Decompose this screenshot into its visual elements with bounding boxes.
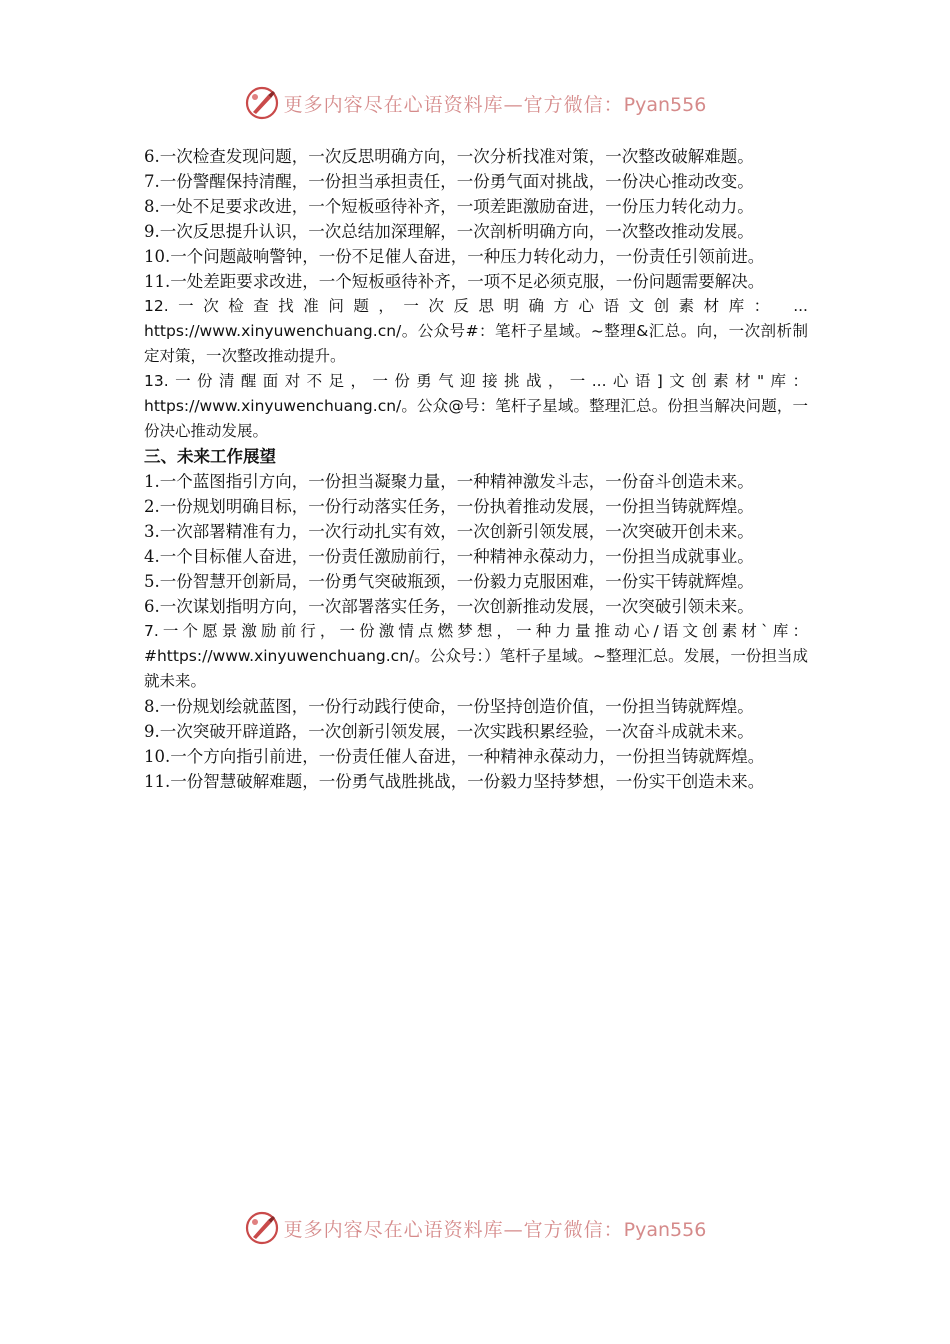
list-item: 5.一份智慧开创新局，一份勇气突破瓶颈，一份毅力克服困难，一份实干铸就辉煌。	[144, 572, 754, 591]
list-item: 11.一处差距要求改进，一个短板亟待补齐，一项不足必须克服，一份问题需要解决。	[144, 272, 765, 291]
list-item: 6.一次谋划指明方向，一次部署落实任务，一次创新推动发展，一次突破引领未来。	[144, 597, 754, 616]
list-item: 8.一份规划绘就蓝图，一份行动践行使命，一份坚持创造价值，一份担当铸就辉煌。	[144, 697, 754, 716]
list-item: 4.一个目标催人奋进，一份责任激励前行，一种精神永葆动力，一份担当成就事业。	[144, 547, 754, 566]
list-item: 3.一次部署精准有力，一次行动扎实有效，一次创新引领发展，一次突破开创未来。	[144, 522, 754, 541]
list-item: 1.一个蓝图指引方向，一份担当凝聚力量，一种精神激发斗志，一份奋斗创造未来。	[144, 472, 754, 491]
list-item: 8.一处不足要求改进，一个短板亟待补齐，一项差距激励奋进，一份压力转化动力。	[144, 197, 754, 216]
banner-text: 更多内容尽在心语资料库—官方微信：	[283, 1218, 624, 1241]
banner-wechat-id: Pyan556	[623, 93, 707, 116]
list-item: 10.一个方向指引前进，一份责任催人奋进，一种精神永葆动力，一份担当铸就辉煌。	[144, 747, 765, 766]
list-item: 9.一次反思提升认识，一次总结加深理解，一次剖析明确方向，一次整改推动发展。	[144, 222, 754, 241]
pen-logo-icon	[244, 1210, 280, 1246]
list-item: 2.一份规划明确目标，一份行动落实任务，一份执着推动发展，一份担当铸就辉煌。	[144, 497, 754, 516]
list-item: 7.一份警醒保持清醒，一份担当承担责任，一份勇气面对挑战，一份决心推动改变。	[144, 172, 754, 191]
pen-logo-icon	[244, 85, 280, 121]
banner-wechat-id: Pyan556	[623, 1218, 707, 1241]
list-item: 11.一份智慧破解难题，一份勇气战胜挑战，一份毅力坚持梦想，一份实干创造未来。	[144, 772, 765, 791]
list-item: 6.一次检查发现问题，一次反思明确方向，一次分析找准对策，一次整改破解难题。	[144, 147, 754, 166]
header-banner	[0, 83, 950, 123]
list-item-watermarked: 13.一份清醒面对不足，一份勇气迎接挑战，一...心语]文创素材"库： https://www.xinyuwenchuang.cn/。公众@号：笔杆子星域。整理汇总。份担当解决问题，一份决心推动发展。	[144, 372, 808, 440]
list-item-watermarked: 7.一个愿景激励前行，一份激情点燃梦想，一种力量推动心/语文创素材`库：#https://www.xinyuwenchuang.cn/。公众号：）笔杆子星域。~整理汇总。发展，一份担当成就未来。	[144, 622, 808, 690]
banner-text: 更多内容尽在心语资料库—官方微信：	[283, 93, 624, 116]
section-heading: 三、未来工作展望	[144, 447, 276, 466]
list-item-watermarked: 12.一次检查找准问题，一次反思明确方心语文创素材库： ... https://www.xinyuwenchuang.cn/。公众号#：笔杆子星域。~整理&汇总。向，一次剖析制定对策，一次整改推动提升。	[144, 297, 808, 365]
list-item: 10.一个问题敲响警钟，一份不足催人奋进，一种压力转化动力，一份责任引领前进。	[144, 247, 765, 266]
document-body	[144, 144, 808, 794]
list-item: 9.一次突破开辟道路，一次创新引领发展，一次实践积累经验，一次奋斗成就未来。	[144, 722, 754, 741]
footer-banner	[0, 1208, 950, 1248]
